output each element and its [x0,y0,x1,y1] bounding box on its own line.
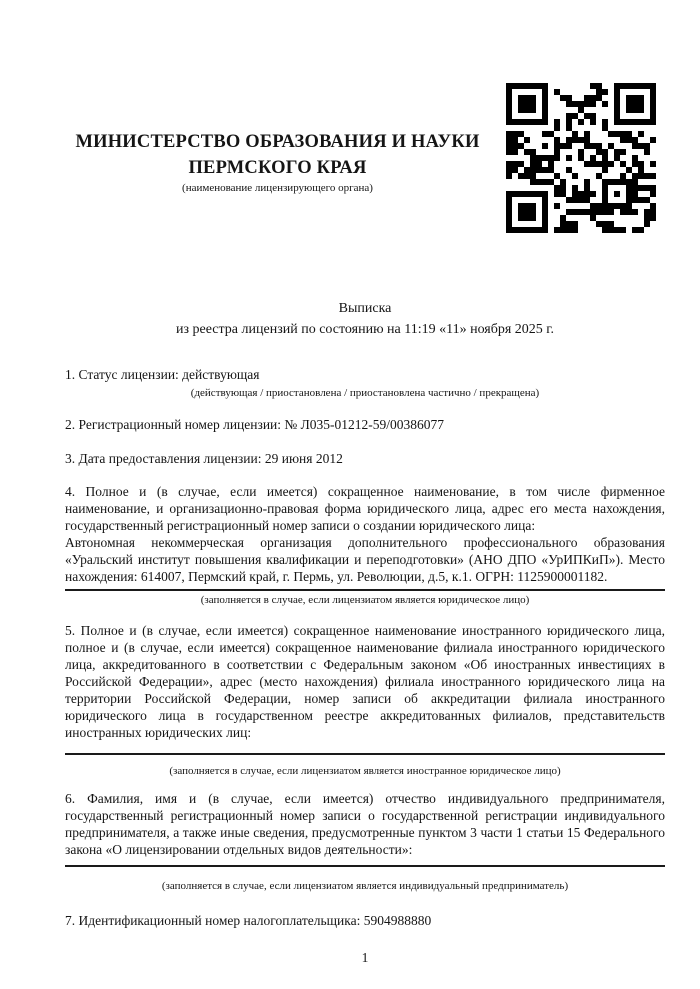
document-title-line2: из реестра лицензий по состоянию на 11:19 «11» ноября 2025 г. [176,322,554,337]
fill-line-legal-entity [65,589,665,591]
field-individual-entrepreneur-caption: (заполняется в случае, если лицензиатом является индивидуальный предприниматель) [161,880,569,892]
field-foreign-entity-caption: (заполняется в случае, если лицензиатом является иностранное юридическое лицо) [169,765,561,777]
ministry-caption: (наименование лицензирующего органа) [182,182,373,194]
document-content [65,0,665,966]
document-title [65,298,665,340]
field-license-status-options: (действующая / приостановлена / приостановлена частично / прекращена) [190,387,540,399]
ministry-name-line2: ПЕРМСКОГО КРАЯ [188,158,367,178]
field-individual-entrepreneur [65,790,665,893]
field-foreign-entity [65,622,665,778]
field-legal-entity-caption: (заполняется в случае, если лицензиатом является юридическое лицо) [200,594,530,606]
field-legal-entity-value: Автономная некоммерческая организация дополнительного профессионального образования «Уральский институт повышения квалификации и переподготовки» (АНО ДПО «УрИПКиП»). Место нахождения: 614007, Пермский край, г. Пермь, ул. Революции, д.5, к.1. ОГРН: 1125900001182. [65,535,665,584]
fill-line-individual-entrepreneur [65,865,665,867]
field-registration-number: 2. Регистрационный номер лицензии: № Л035-01212-59/00386077 [65,417,445,432]
field-legal-entity [65,483,665,607]
field-license-status: 1. Статус лицензии: действующая [65,367,260,382]
field-grant-date: 3. Дата предоставления лицензии: 29 июня 2012 [65,451,343,466]
field-taxpayer-number: 7. Идентификационный номер налогоплательщика: 5904988880 [65,913,432,928]
fill-line-foreign-entity [65,753,665,755]
field-legal-entity-label: 4. Полное и (в случае, если имеется) сокращенное наименование, в том числе фирменное наименование, и организационно-правовая форма юридического лица, адрес его места нахождения, государственный регистрационный номер записи о создании юридического лица: [65,484,665,533]
ministry-name-line1: МИНИСТЕРСТВО ОБРАЗОВАНИЯ И НАУКИ [75,132,480,152]
licensing-authority-header [65,129,490,195]
field-foreign-entity-label: 5. Полное и (в случае, если имеется) сокращенное наименование иностранного юридического лица, полное и (в случае, если имеется) сокращенное наименование филиала иностранного юридического лица, аккредитованного в соответствии с Федеральным законом «Об иностранных инвестициях в Российской Федерации», адрес (место нахождения) филиала иностранного юридического лица на территории Российской Федерации, номер записи об аккредитации филиала иностранного юридического лица в государственном реестре аккредитованных филиалов, представительств иностранных юридических лиц: [65,623,665,740]
field-individual-entrepreneur-label: 6. Фамилия, имя и (в случае, если имеется) отчество индивидуального предпринимателя, государственный регистрационный номер записи о государственной регистрации индивидуального предпринимателя, а также иные сведения, предусмотренные пунктом 3 части 1 статьи 15 Федерального закона «О лицензировании отдельных видов деятельности»: [65,791,665,857]
page-number: 1 [361,950,369,965]
document-title-line1: Выписка [338,301,392,316]
